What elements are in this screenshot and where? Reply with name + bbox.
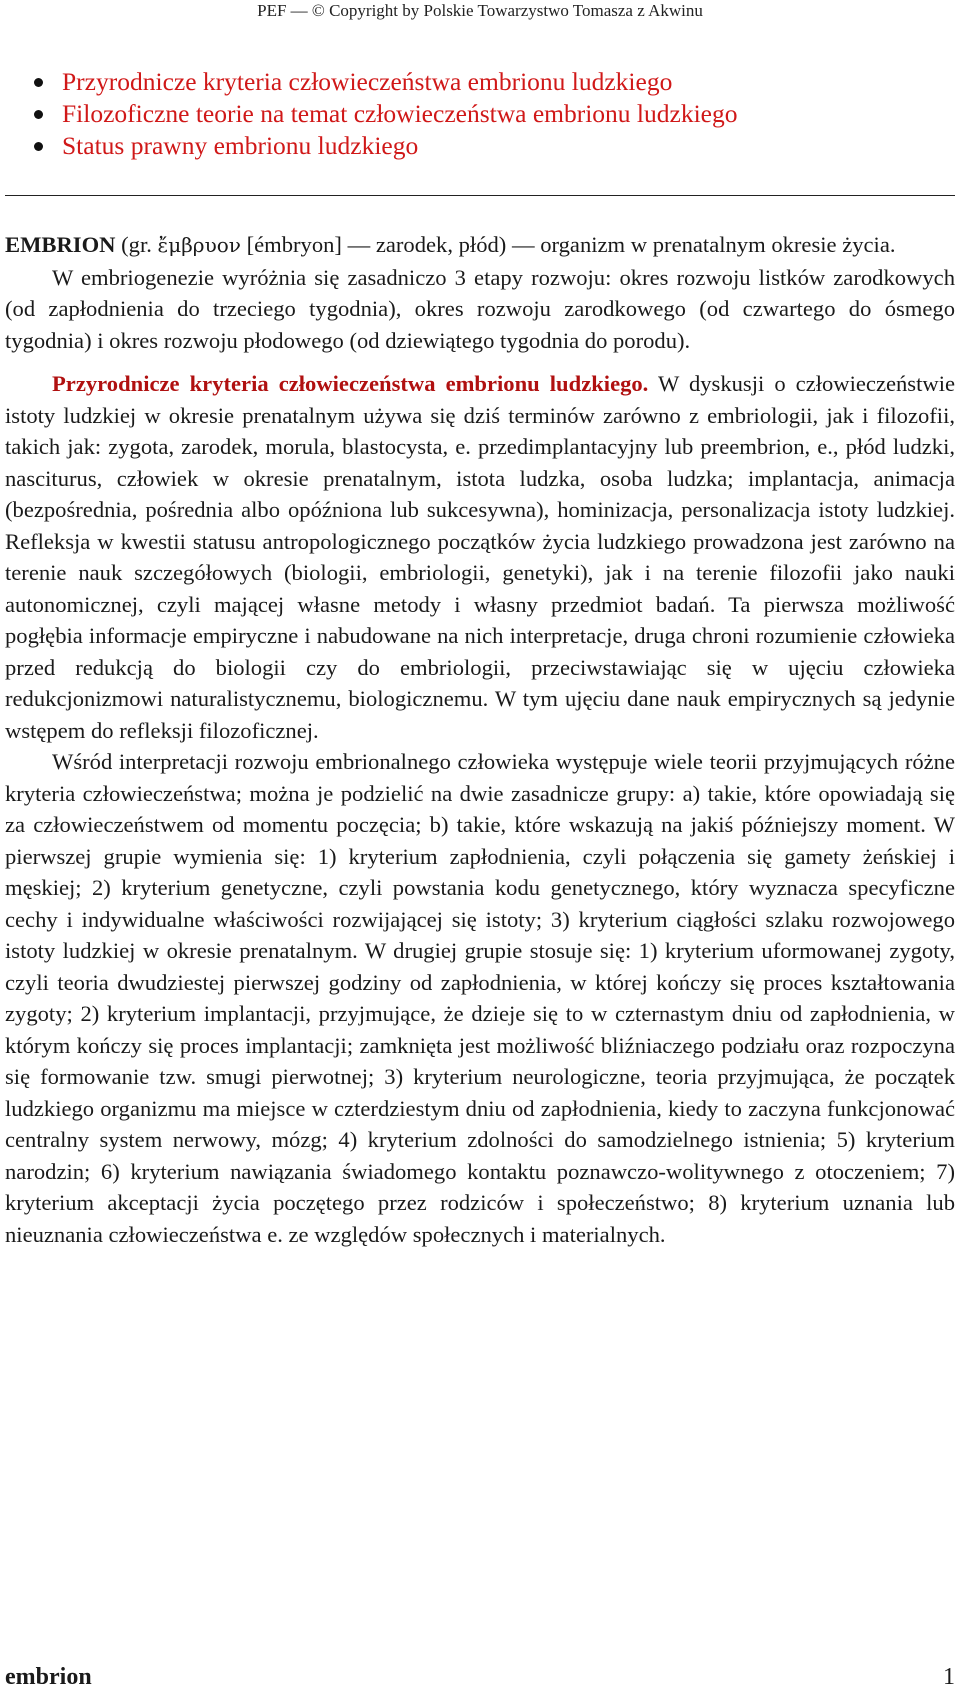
- section-text: W dyskusji o człowieczeństwie istoty ludzkiej w okresie prenatalnym używa się dziś terminów zarówno z embriologii, jak i filozofii, takich jak: zygota, zarodek, morula, blastocysta, e. przedimplantacyjny lub preembrion, e., płód ludzki, nasciturus, człowiek w okresie prenatalnym, istota ludzka, osoba ludzka; implantacja, animacja (bezpośrednia, pośrednia albo opóźniona lub sukcesywna), hominizacja, personalizacja istoty ludzkiej. Refleksja w kwestii statusu antropologicznego początków życia ludzkiego prowadzona jest zarówno na terenie nauk szczegółowych (biologii, embriologii, genetyki), jak i na terenie filozofii jako nauki autonomicznej, czyli mającej własne metody i własny przedmiot badań. Ta pierwsza możliwość pogłębia informacje empiryczne i nabudowane na nich interpretacje, druga chroni rozumienie człowieka przed redukcją do biologii czy do embriologii, przeciwstawiając się w ujęciu człowieka redukcjonizmowi naturalistycznemu, biologicznemu. W tym ujęciu dane nauk empirycznych są jedynie wstępem do refleksji filozoficznej.: [5, 371, 955, 743]
- toc-link-label[interactable]: Status prawny embrionu ludzkiego: [62, 131, 419, 160]
- table-of-contents: [0, 66, 960, 162]
- running-head: embrion: [5, 1664, 92, 1690]
- definition-text: [émbryon] — zarodek, płód) — organizm w prenatalnym okresie życia.: [240, 232, 896, 257]
- section-title: Przyrodnicze kryteria człowieczeństwa embrionu ludzkiego.: [52, 371, 649, 396]
- page-footer: [5, 1660, 955, 1691]
- bullet-icon: [34, 78, 43, 87]
- paragraph-embryogenesis: W embriogenezie wyróżnia się zasadniczo 3 etapy rozwoju: okres rozwoju listków zarodkowych (od zapłodnienia do trzeciego tygodnia), okres rozwoju zarodkowego (od czwartego do ósmego tygodnia) i okres rozwoju płodowego (od dziewiątego tygodnia do porodu).: [5, 264, 955, 353]
- bullet-icon: [34, 142, 43, 151]
- paragraph-natural-criteria: [5, 368, 955, 746]
- toc-link-label[interactable]: Przyrodnicze kryteria człowieczeństwa embrionu ludzkiego: [62, 67, 673, 96]
- bullet-icon: [34, 110, 43, 119]
- definition-paragraph: [5, 229, 955, 262]
- toc-item-natural-criteria[interactable]: [0, 66, 960, 98]
- toc-item-philosophical-theories[interactable]: [0, 98, 960, 130]
- paragraph-interpretations: Wśród interpretacji rozwoju embrionalnego człowieka występuje wiele teorii przyjmujących różne kryteria człowieczeństwa; można je podzielić na dwie zasadnicze grupy: a) takie, które opowiadają się za człowieczeństwem od momentu poczęcia; b) takie, które wskazują na jakiś późniejszy moment. W pierwszej grupie wymienia się: 1) kryterium zapłodnienia, czyli połączenia się gamety żeńskiej i męskiej; 2) kryterium genetyczne, czyli powstania kodu genetycznego, który wyznacza specyficzne cechy i indywidualne właściwości rozwijającej się istoty; 3) kryterium ciągłości szlaku rozwojowego istoty ludzkiej w okresie prenatalnym. W drugiej grupie stosuje się: 1) kryterium uformowanej zygoty, czyli teoria dwudziestej pierwszej godziny od zapłodnienia, w której kończy się proces kształtowania zygoty; 2) kryterium implantacji, przyjmujące, że dzieje się to w czternastym dniu od zapłodnienia, w którym kończy się proces implantacji; zamknięta jest możliwość bliźniaczego podziału oraz rozpoczyna się formowanie tzw. smugi pierwotnej; 3) kryterium neurologiczne, teoria przyjmująca, że początek ludzkiego organizmu ma miejsce w czterdziestym dniu od zapłodnienia, kiedy to zaczyna funkcjonować centralny system nerwowy, mózg; 4) kryterium zdolności do samodzielnego istnienia; 5) kryterium narodzin; 6) kryterium nawiązania świadomego kontaktu poznawczo-wolitywnego z otoczeniem; 7) kryterium akceptacji życia poczętego przez rodziców i społeczeństwo; 8) kryterium uznania lub nieuznania człowieczeństwa e. ze względów społecznych i materialnych.: [5, 749, 955, 1247]
- page-number: 1: [943, 1664, 955, 1690]
- toc-item-legal-status[interactable]: [0, 130, 960, 162]
- article-body: [5, 229, 955, 1250]
- greek-term: ἔμβρυον: [157, 233, 241, 257]
- horizontal-divider: [5, 195, 955, 196]
- toc-link-label[interactable]: Filozoficzne teorie na temat człowieczeństwa embrionu ludzkiego: [62, 99, 738, 128]
- entry-headword: EMBRION: [5, 232, 116, 257]
- etymology-prefix: (gr.: [115, 232, 158, 257]
- copyright-header: PEF — © Copyright by Polskie Towarzystwo Tomasza z Akwinu: [257, 1, 703, 20]
